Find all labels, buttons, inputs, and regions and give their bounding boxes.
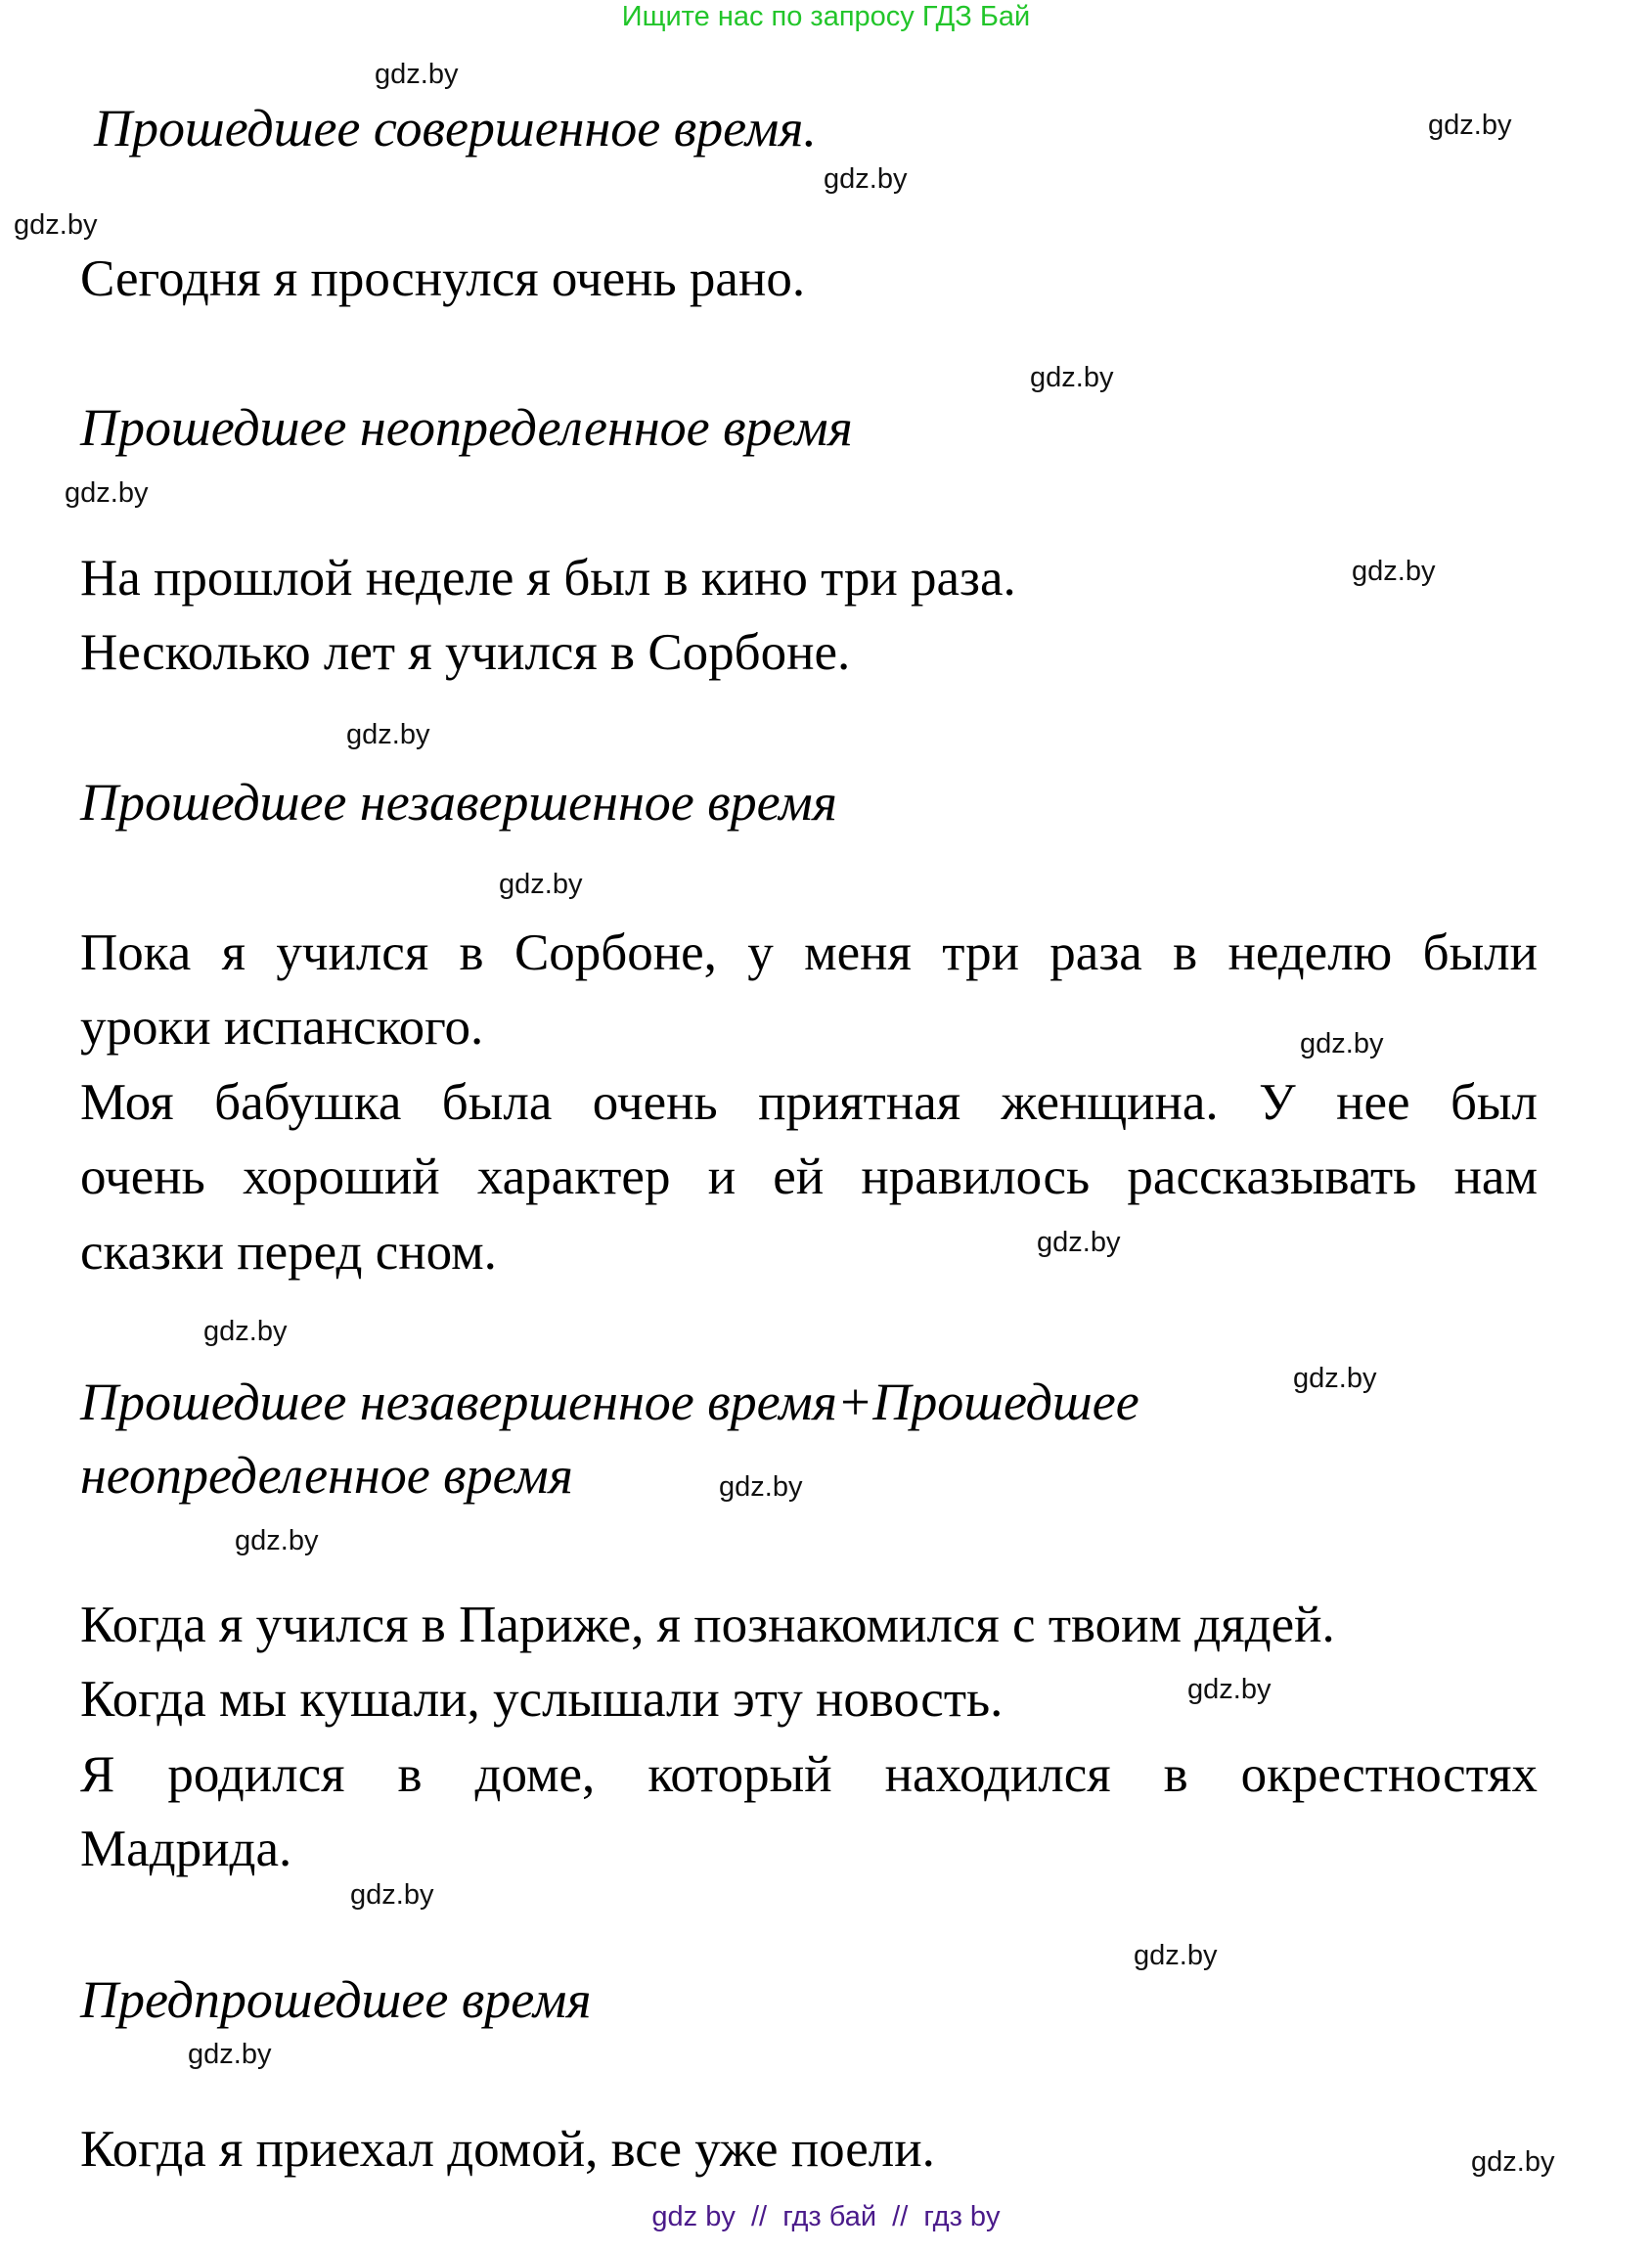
example-sentence: Моя бабушка была очень приятная женщина. У нее был xyxy=(80,1074,1538,1131)
section-heading-pluperfect: Предпрошедшее время xyxy=(80,1970,592,2029)
watermark: gdz.by xyxy=(1428,110,1512,141)
watermark: gdz.by xyxy=(375,59,459,90)
watermark: gdz.by xyxy=(350,1879,434,1911)
section-heading-imperfect-plus-indefinite-cont: неопределенное время xyxy=(80,1446,573,1505)
example-sentence: Мадрида. xyxy=(80,1821,292,1877)
section-heading-past-imperfect: Прошедшее незавершенное время xyxy=(80,773,837,832)
example-sentence: очень хороший характер и ей нравилось рассказывать нам xyxy=(80,1149,1538,1205)
search-banner: Ищите нас по запросу ГДЗ Бай xyxy=(621,1,1031,32)
watermark: gdz.by xyxy=(188,2039,272,2070)
example-sentence: сказки перед сном. xyxy=(80,1224,497,1281)
watermark: gdz.by xyxy=(824,163,908,195)
example-sentence: На прошлой неделе я был в кино три раза. xyxy=(80,550,1016,607)
watermark: gdz.by xyxy=(499,869,583,900)
example-sentence: Когда я учился в Париже, я познакомился с твоим дядей. xyxy=(80,1597,1335,1653)
example-sentence: Когда я приехал домой, все уже поели. xyxy=(80,2121,935,2178)
watermark: gdz.by xyxy=(346,719,430,750)
section-heading-past-perfect: Прошедшее совершенное время. xyxy=(94,99,817,158)
footer-watermark: gdz by // гдз бай // гдз by xyxy=(651,2201,1001,2232)
watermark: gdz.by xyxy=(1471,2146,1555,2178)
example-sentence: Я родился в доме, который находился в окрестностях xyxy=(80,1746,1538,1803)
watermark: gdz.by xyxy=(1030,362,1114,393)
example-sentence: Несколько лет я учился в Сорбоне. xyxy=(80,624,851,681)
section-heading-past-indefinite: Прошедшее неопределенное время xyxy=(80,398,853,457)
watermark: gdz.by xyxy=(1187,1674,1272,1705)
example-sentence: Пока я учился в Сорбоне, у меня три раза в неделю были xyxy=(80,924,1538,981)
watermark: gdz.by xyxy=(1037,1227,1121,1258)
section-heading-imperfect-plus-indefinite: Прошедшее незавершенное время+Прошедшее xyxy=(80,1373,1139,1431)
example-sentence: уроки испанского. xyxy=(80,999,484,1056)
watermark: gdz.by xyxy=(203,1316,288,1347)
watermark: gdz.by xyxy=(65,477,149,509)
watermark: gdz.by xyxy=(1352,556,1436,587)
watermark: gdz.by xyxy=(719,1471,803,1503)
watermark: gdz.by xyxy=(235,1525,319,1556)
watermark: gdz.by xyxy=(1300,1028,1384,1059)
example-sentence: Сегодня я проснулся очень рано. xyxy=(80,250,806,307)
watermark: gdz.by xyxy=(14,209,98,241)
example-sentence: Когда мы кушали, услышали эту новость. xyxy=(80,1671,1004,1728)
watermark: gdz.by xyxy=(1134,1940,1218,1971)
watermark: gdz.by xyxy=(1293,1363,1377,1394)
